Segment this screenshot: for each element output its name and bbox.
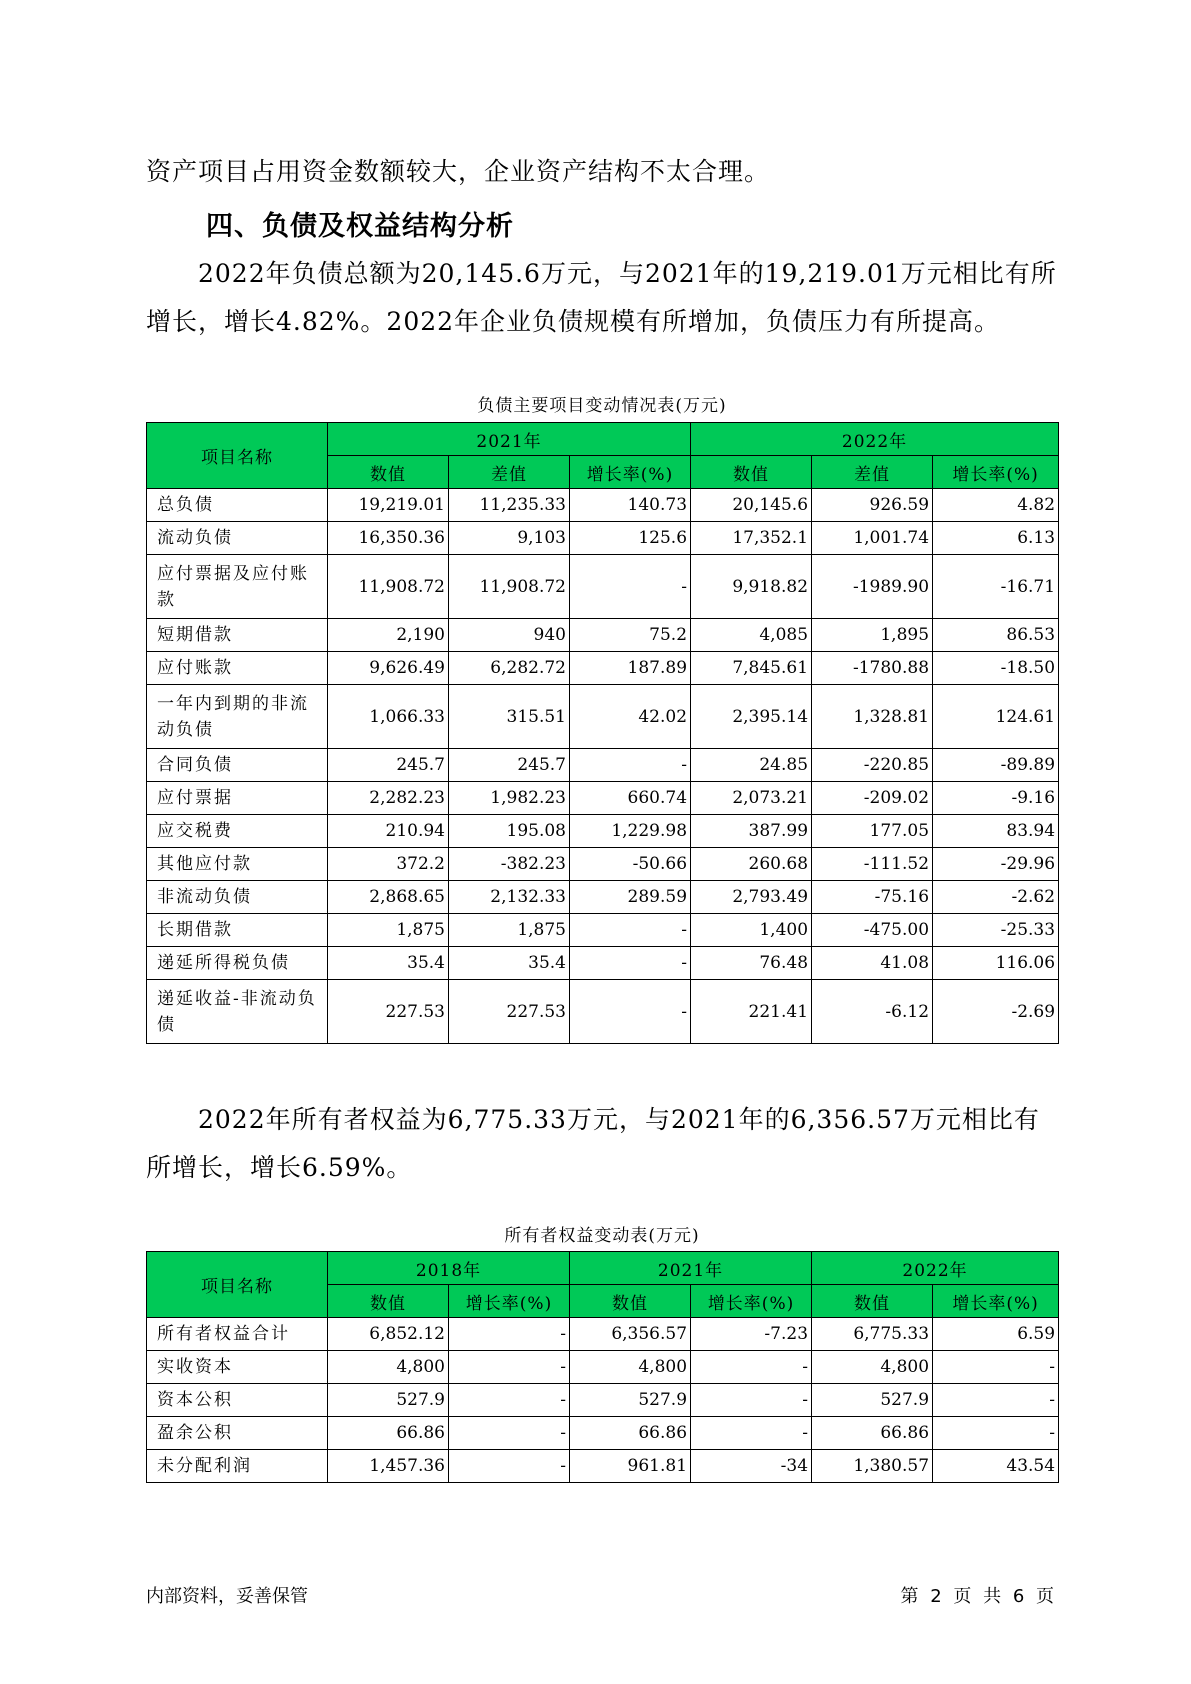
row-name-cell: 递延收益-非流动负债: [147, 980, 328, 1044]
b-diff-cell: 926.59: [812, 489, 933, 522]
table1-a-value-header: 数值: [328, 456, 449, 489]
row-name-cell: 应付票据及应付账款: [147, 555, 328, 619]
b-diff-cell: 1,328.81: [812, 685, 933, 749]
a-rate-cell: -: [570, 947, 691, 980]
row-name-cell: 所有者权益合计: [147, 1318, 328, 1351]
b-value-cell: 24.85: [691, 749, 812, 782]
b-value-cell: 2,073.21: [691, 782, 812, 815]
table-row: [147, 685, 1059, 749]
table2-header-row: [147, 1252, 1059, 1285]
a-diff-cell: 1,982.23: [449, 782, 570, 815]
a-value-cell: 1,875: [328, 914, 449, 947]
table1-b-value-header: 数值: [691, 456, 812, 489]
row-name-cell: 实收资本: [147, 1351, 328, 1384]
table2-c-value-header: 数值: [812, 1285, 933, 1318]
c-rate-cell: -: [933, 1351, 1059, 1384]
b-rate-cell: -25.33: [933, 914, 1059, 947]
a-rate-cell: -: [570, 980, 691, 1044]
table1-a-rate-header: 增长率(%): [570, 456, 691, 489]
b-diff-cell: 177.05: [812, 815, 933, 848]
a-rate-cell: -: [449, 1351, 570, 1384]
b-value-cell: 17,352.1: [691, 522, 812, 555]
table2-a-rate-header: 增长率(%): [449, 1285, 570, 1318]
a-rate-cell: -: [449, 1318, 570, 1351]
b-rate-cell: -89.89: [933, 749, 1059, 782]
a-diff-cell: 2,132.33: [449, 881, 570, 914]
b-value-cell: 1,400: [691, 914, 812, 947]
b-value-cell: 4,085: [691, 619, 812, 652]
table1-b-rate-header: 增长率(%): [933, 456, 1059, 489]
table2-c-rate-header: 增长率(%): [933, 1285, 1059, 1318]
a-diff-cell: 940: [449, 619, 570, 652]
c-rate-cell: -: [933, 1417, 1059, 1450]
a-diff-cell: -382.23: [449, 848, 570, 881]
a-rate-cell: 1,229.98: [570, 815, 691, 848]
a-diff-cell: 1,875: [449, 914, 570, 947]
b-rate-cell: 86.53: [933, 619, 1059, 652]
a-rate-cell: 289.59: [570, 881, 691, 914]
a-value-cell: 227.53: [328, 980, 449, 1044]
a-diff-cell: 227.53: [449, 980, 570, 1044]
row-name-cell: 非流动负债: [147, 881, 328, 914]
b-rate-cell: -: [691, 1384, 812, 1417]
b-rate-cell: -7.23: [691, 1318, 812, 1351]
row-name-cell: 总负债: [147, 489, 328, 522]
b-value-cell: 4,800: [570, 1351, 691, 1384]
a-value-cell: 527.9: [328, 1384, 449, 1417]
table-row: [147, 1384, 1059, 1417]
b-rate-cell: -: [691, 1351, 812, 1384]
table1-col-name-header: 项目名称: [147, 423, 328, 489]
table-row: [147, 815, 1059, 848]
table-row: [147, 522, 1059, 555]
a-rate-cell: 75.2: [570, 619, 691, 652]
a-value-cell: 2,868.65: [328, 881, 449, 914]
b-value-cell: 7,845.61: [691, 652, 812, 685]
table-row: [147, 489, 1059, 522]
c-rate-cell: 43.54: [933, 1450, 1059, 1483]
table2-b-rate-header: 增长率(%): [691, 1285, 812, 1318]
row-name-cell: 递延所得税负债: [147, 947, 328, 980]
a-diff-cell: 245.7: [449, 749, 570, 782]
table-row: [147, 619, 1059, 652]
row-name-cell: 一年内到期的非流动负债: [147, 685, 328, 749]
liabilities-table: [146, 422, 1059, 1044]
b-rate-cell: 83.94: [933, 815, 1059, 848]
a-diff-cell: 6,282.72: [449, 652, 570, 685]
a-diff-cell: 35.4: [449, 947, 570, 980]
footer-page-number: 第 2 页 共 6 页: [900, 1586, 1054, 1607]
equity-summary-paragraph: [146, 1096, 1058, 1192]
row-name-cell: 资本公积: [147, 1384, 328, 1417]
table1-year-b-header: 2022年: [691, 423, 1059, 456]
table2-a-value-header: 数值: [328, 1285, 449, 1318]
b-rate-cell: -16.71: [933, 555, 1059, 619]
b-diff-cell: 1,001.74: [812, 522, 933, 555]
row-name-cell: 应交税费: [147, 815, 328, 848]
a-value-cell: 4,800: [328, 1351, 449, 1384]
c-rate-cell: -: [933, 1384, 1059, 1417]
row-name-cell: 流动负债: [147, 522, 328, 555]
c-value-cell: 4,800: [812, 1351, 933, 1384]
a-value-cell: 245.7: [328, 749, 449, 782]
table2-col-name-header: 项目名称: [147, 1252, 328, 1318]
b-rate-cell: 4.82: [933, 489, 1059, 522]
section-heading: 四、负债及权益结构分析: [206, 211, 514, 242]
table-row: [147, 782, 1059, 815]
b-value-cell: 66.86: [570, 1417, 691, 1450]
b-diff-cell: -1989.90: [812, 555, 933, 619]
equity-summary-line-1: 2022年所有者权益为6,775.33万元，与2021年的6,356.57万元相比有: [198, 1105, 1040, 1134]
table-row: [147, 652, 1059, 685]
b-diff-cell: -475.00: [812, 914, 933, 947]
b-value-cell: 2,793.49: [691, 881, 812, 914]
row-name-cell: 短期借款: [147, 619, 328, 652]
b-value-cell: 961.81: [570, 1450, 691, 1483]
b-diff-cell: -1780.88: [812, 652, 933, 685]
a-rate-cell: -: [449, 1450, 570, 1483]
row-name-cell: 其他应付款: [147, 848, 328, 881]
c-value-cell: 527.9: [812, 1384, 933, 1417]
c-value-cell: 1,380.57: [812, 1450, 933, 1483]
table1-b-diff-header: 差值: [812, 456, 933, 489]
b-value-cell: 6,356.57: [570, 1318, 691, 1351]
b-diff-cell: -220.85: [812, 749, 933, 782]
b-value-cell: 2,395.14: [691, 685, 812, 749]
debt-summary-line-1: 2022年负债总额为20,145.6万元，与2021年的19,219.01万元相比有所: [198, 259, 1057, 288]
row-name-cell: 应付账款: [147, 652, 328, 685]
b-rate-cell: 116.06: [933, 947, 1059, 980]
a-rate-cell: -: [449, 1384, 570, 1417]
b-rate-cell: -34: [691, 1450, 812, 1483]
table-row: [147, 555, 1059, 619]
a-value-cell: 372.2: [328, 848, 449, 881]
b-value-cell: 20,145.6: [691, 489, 812, 522]
table1-a-diff-header: 差值: [449, 456, 570, 489]
row-name-cell: 应付票据: [147, 782, 328, 815]
a-value-cell: 210.94: [328, 815, 449, 848]
table-row: [147, 881, 1059, 914]
b-value-cell: 221.41: [691, 980, 812, 1044]
table1-year-a-header: 2021年: [328, 423, 691, 456]
b-rate-cell: 6.13: [933, 522, 1059, 555]
a-rate-cell: 125.6: [570, 522, 691, 555]
table-row: [147, 914, 1059, 947]
equity-table: [146, 1251, 1059, 1483]
b-rate-cell: -2.62: [933, 881, 1059, 914]
a-rate-cell: -: [449, 1417, 570, 1450]
b-diff-cell: -209.02: [812, 782, 933, 815]
b-rate-cell: 124.61: [933, 685, 1059, 749]
b-value-cell: 9,918.82: [691, 555, 812, 619]
table-row: [147, 980, 1059, 1044]
table1-header-row: [147, 423, 1059, 456]
row-name-cell: 盈余公积: [147, 1417, 328, 1450]
b-rate-cell: -2.69: [933, 980, 1059, 1044]
table-row: [147, 848, 1059, 881]
b-diff-cell: 1,895: [812, 619, 933, 652]
a-value-cell: 9,626.49: [328, 652, 449, 685]
b-diff-cell: -75.16: [812, 881, 933, 914]
a-value-cell: 2,190: [328, 619, 449, 652]
a-value-cell: 16,350.36: [328, 522, 449, 555]
b-value-cell: 260.68: [691, 848, 812, 881]
table2-caption: 所有者权益变动表(万元): [504, 1226, 700, 1246]
a-diff-cell: 11,235.33: [449, 489, 570, 522]
table1-caption: 负债主要项目变动情况表(万元): [477, 396, 727, 416]
table-row: [147, 947, 1059, 980]
c-value-cell: 6,775.33: [812, 1318, 933, 1351]
b-value-cell: 387.99: [691, 815, 812, 848]
footer-confidential-note: 内部资料，妥善保管: [146, 1586, 308, 1607]
a-value-cell: 1,066.33: [328, 685, 449, 749]
b-rate-cell: -29.96: [933, 848, 1059, 881]
a-rate-cell: 660.74: [570, 782, 691, 815]
a-diff-cell: 11,908.72: [449, 555, 570, 619]
table2-year-b-header: 2021年: [570, 1252, 812, 1285]
row-name-cell: 未分配利润: [147, 1450, 328, 1483]
a-rate-cell: -50.66: [570, 848, 691, 881]
table2-year-a-header: 2018年: [328, 1252, 570, 1285]
debt-summary-line-2: 增长，增长4.82%。2022年企业负债规模有所增加，负债压力有所提高。: [146, 307, 1001, 336]
a-value-cell: 19,219.01: [328, 489, 449, 522]
a-rate-cell: 187.89: [570, 652, 691, 685]
table-row: [147, 1318, 1059, 1351]
b-diff-cell: -6.12: [812, 980, 933, 1044]
a-diff-cell: 9,103: [449, 522, 570, 555]
a-value-cell: 1,457.36: [328, 1450, 449, 1483]
a-value-cell: 11,908.72: [328, 555, 449, 619]
table2-year-c-header: 2022年: [812, 1252, 1059, 1285]
b-rate-cell: -: [691, 1417, 812, 1450]
a-value-cell: 2,282.23: [328, 782, 449, 815]
a-value-cell: 35.4: [328, 947, 449, 980]
a-rate-cell: 140.73: [570, 489, 691, 522]
c-rate-cell: 6.59: [933, 1318, 1059, 1351]
table-row: [147, 1450, 1059, 1483]
a-diff-cell: 195.08: [449, 815, 570, 848]
row-name-cell: 长期借款: [147, 914, 328, 947]
b-value-cell: 76.48: [691, 947, 812, 980]
equity-summary-line-2: 所增长，增长6.59%。: [146, 1153, 413, 1182]
debt-summary-paragraph: [146, 250, 1058, 346]
a-rate-cell: -: [570, 914, 691, 947]
b-rate-cell: -9.16: [933, 782, 1059, 815]
a-rate-cell: 42.02: [570, 685, 691, 749]
a-rate-cell: -: [570, 749, 691, 782]
a-rate-cell: -: [570, 555, 691, 619]
table-row: [147, 1417, 1059, 1450]
c-value-cell: 66.86: [812, 1417, 933, 1450]
b-rate-cell: -18.50: [933, 652, 1059, 685]
table2-b-value-header: 数值: [570, 1285, 691, 1318]
b-diff-cell: 41.08: [812, 947, 933, 980]
table-row: [147, 1351, 1059, 1384]
a-diff-cell: 315.51: [449, 685, 570, 749]
table-row: [147, 749, 1059, 782]
row-name-cell: 合同负债: [147, 749, 328, 782]
a-value-cell: 6,852.12: [328, 1318, 449, 1351]
b-diff-cell: -111.52: [812, 848, 933, 881]
b-value-cell: 527.9: [570, 1384, 691, 1417]
a-value-cell: 66.86: [328, 1417, 449, 1450]
intro-line: 资产项目占用资金数额较大，企业资产结构不太合理。: [146, 157, 771, 186]
